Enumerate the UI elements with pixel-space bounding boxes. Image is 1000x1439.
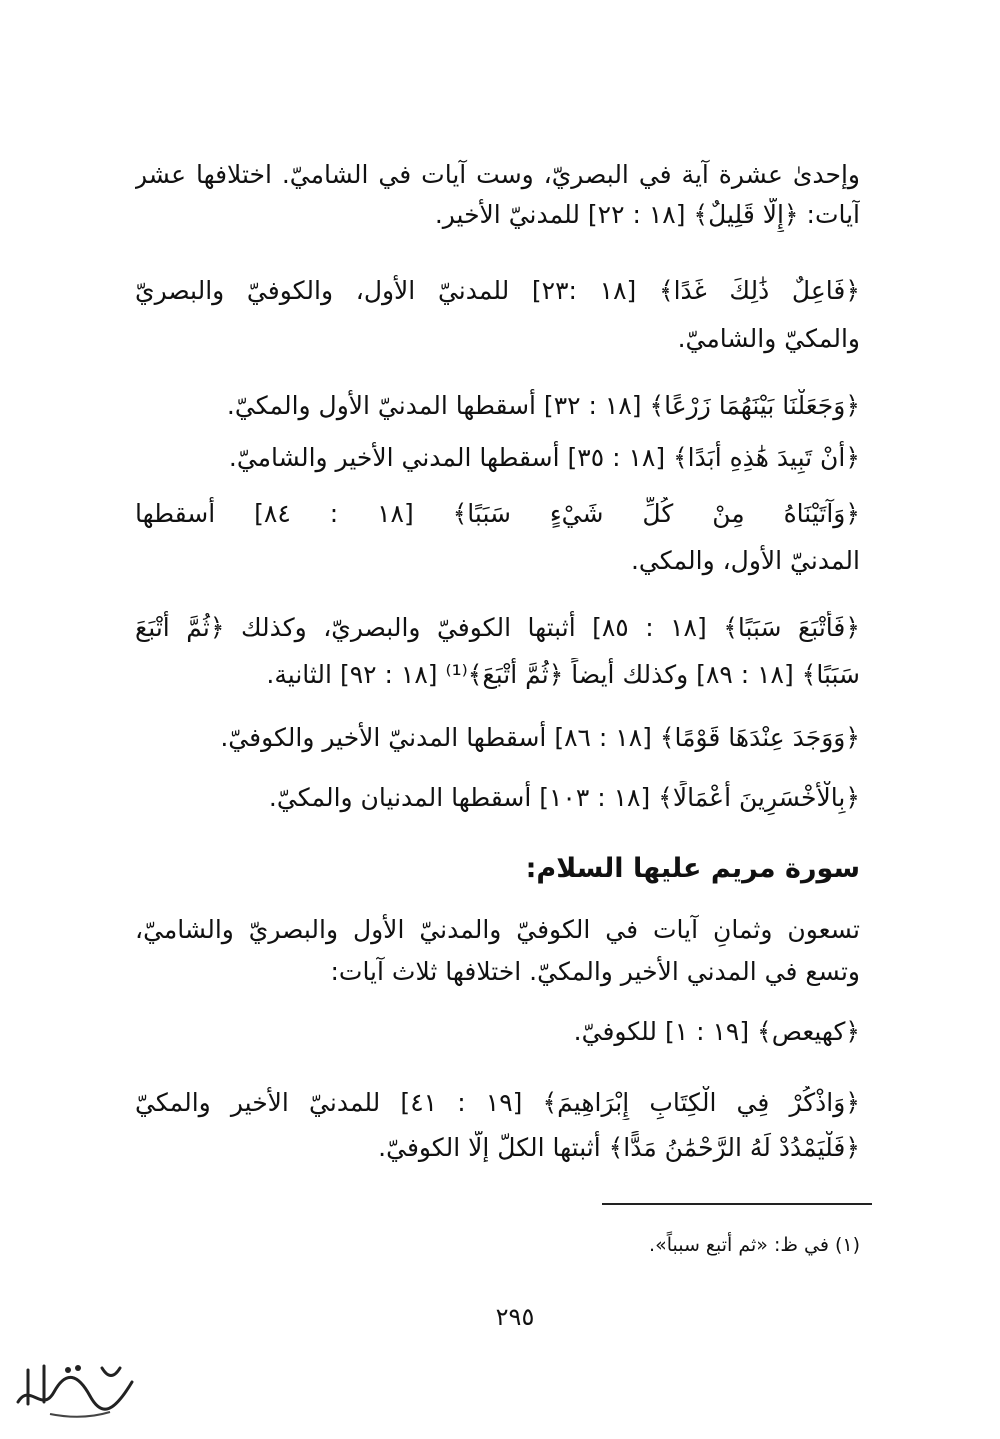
text-line-15: ﴿كهيعص﴾ [١٩ : ١] للكوفيّ. xyxy=(573,1017,860,1046)
library-stamp-logo xyxy=(10,1352,140,1424)
text-line-8: المدنيّ الأول، والمكي. xyxy=(630,546,860,575)
page-number: ٢٩٥ xyxy=(495,1303,535,1331)
footnote-separator xyxy=(602,1203,872,1205)
text-line-17: ﴿فَلْيَمْدُدْ لَهُ الرَّحْمَٰنُ مَدًّا﴾ أثبتها الكلّ إلّا الكوفيّ. xyxy=(378,1133,860,1162)
footnote: (١) في ظ: «ثم أتبع سبباً». xyxy=(649,1234,860,1256)
text-line-16: ﴿وَاذْكُرْ فِي الْكِتَابِ إِبْرَاهِيمَ﴾ [١٩ : ٤١] للمدنيّ الأخير والمكيّ xyxy=(135,1088,860,1117)
section-heading: سورة مريم عليها السلام: xyxy=(525,853,860,884)
text-line-10: سَبَبًا﴾ [١٨ : ٨٩] وكذلك أيضاً ﴿ثُمَّ أَتْبَعَ﴾⁽¹⁾ [١٨ : ٩٢] الثانية. xyxy=(266,660,860,689)
text-line-1: وإحدىٰ عشرة آية في البصريّ، وست آيات في الشاميّ. اختلافها عشر xyxy=(135,160,860,189)
text-line-9: ﴿فَأَتْبَعَ سَبَبًا﴾ [١٨ : ٨٥] أثبتها الكوفيّ والبصريّ، وكذلك ﴿ثُمَّ أَتْبَعَ xyxy=(135,613,860,642)
text-line-4: والمكيّ والشاميّ. xyxy=(677,324,860,353)
text-line-6: ﴿أَنْ تَبِيدَ هَٰذِهِ أَبَدًا﴾ [١٨ : ٣٥] أسقطها المدني الأخير والشاميّ. xyxy=(228,443,860,472)
text-line-2: آيات: ﴿إِلَّا قَلِيلٌ﴾ [١٨ : ٢٢] للمدنيّ الأخير. xyxy=(434,200,860,229)
text-line-3: ﴿فَاعِلٌ ذَٰلِكَ غَدًا﴾ [١٨ :٢٣] للمدنيّ الأول، والكوفيّ والبصريّ xyxy=(135,276,860,305)
text-line-13: تسعون وثمانِ آيات في الكوفيّ والمدنيّ الأول والبصريّ والشاميّ، xyxy=(135,915,860,944)
text-line-11: ﴿وَوَجَدَ عِنْدَهَا قَوْمًا﴾ [١٨ : ٨٦] أسقطها المدنيّ الأخير والكوفيّ. xyxy=(220,723,860,752)
text-line-12: ﴿بِالْأَخْسَرِينَ أَعْمَالًا﴾ [١٨ : ١٠٣] أسقطها المدنيان والمكيّ. xyxy=(268,783,860,812)
text-line-5: ﴿وَجَعَلْنَا بَيْنَهُمَا زَرْعًا﴾ [١٨ : ٣٢] أسقطها المدنيّ الأول والمكيّ. xyxy=(226,391,860,420)
text-line-14: وتسع في المدني الأخير والمكيّ. اختلافها ثلاث آيات: xyxy=(330,957,860,986)
text-line-7: ﴿وَآتَيْنَاهُ مِنْ كُلِّ شَيْءٍ سَبَبًا﴾ [١٨ : ٨٤] أسقطها xyxy=(135,499,860,528)
